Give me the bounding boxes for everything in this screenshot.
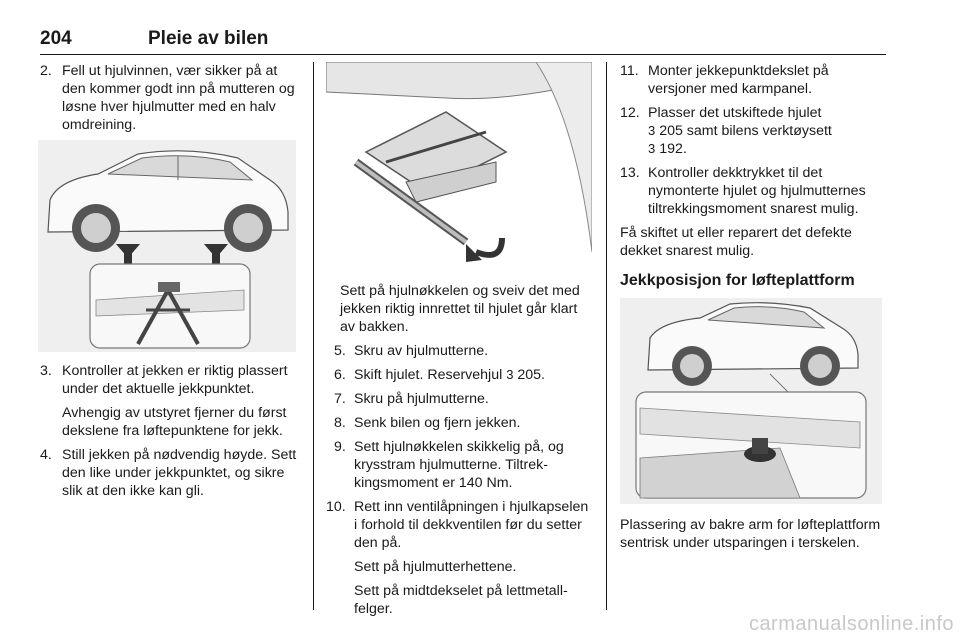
step-10-note-1: Sett på hjulmutterhettene. xyxy=(354,559,517,575)
step-10: 10. Rett inn ventilåpningen i hjulkapselen i forhold til dekkventilen før du setter den på. Sett på hjulmutterhettene. Sett på midtdekselet på lettmetallfelger. xyxy=(326,498,592,618)
column-divider-2 xyxy=(606,62,607,610)
step-3: 3. Kontroller at jekken er riktig plassert under det aktuelle jekkpunktet. Avhengig av utstyret fjerner du først dekslene fra løftepunktene for jekk. xyxy=(40,362,298,440)
section-heading: Jekkposisjon for løfteplattform xyxy=(620,272,855,289)
page-title: Pleie av bilen xyxy=(148,28,269,49)
lift-platform-figure xyxy=(620,298,882,504)
jack-crank-figure xyxy=(326,62,592,274)
step-2: 2. Fell ut hjulvinnen, vær sikker på at den kommer godt inn på mutteren og løsne hver hjulmutter med en halv omdreining. xyxy=(40,63,295,133)
page-header xyxy=(40,28,886,55)
figure-caption-lift: Plassering av bakre arm for løfteplattform sentrisk under utsparingen i terskelen. xyxy=(620,517,881,551)
step-5: 5. Skru av hjulmutterne. xyxy=(334,343,489,359)
page-number: 204 xyxy=(40,28,72,49)
step-3-note: Avhengig av utstyret fjerner du først dekslene fra løftepunktene for jekk. xyxy=(62,405,287,439)
column-divider-1 xyxy=(313,62,314,610)
step-2-text: Fell ut hjulvinnen, vær sikker på at den kommer godt inn på mutteren og løsne hver hjulmutter med en halv omdreining. xyxy=(62,63,295,133)
step-3-text: Kontroller at jekken er riktig plassert under det aktuelle jekkpunktet. xyxy=(62,363,288,397)
page-ref-icon: 3 xyxy=(648,123,656,138)
step-9: 9. Sett hjulnøkkelen skikkelig på, og krysstram hjulmutterne. Tiltrekkingsmoment er 140 Nm. xyxy=(334,439,564,491)
figure-caption-crank: Sett på hjulnøkkelen og sveiv det med jekken riktig innrettet til hjulet går klart av bakken. xyxy=(340,283,580,335)
column-1 xyxy=(40,62,298,506)
column-2 xyxy=(326,62,592,624)
step-6: 6. Skift hjulet. Reservehjul 3 205. xyxy=(334,367,546,383)
page-ref-icon: 3 xyxy=(648,141,656,156)
step-8: 8. Senk bilen og fjern jekken. xyxy=(334,415,521,431)
step-4: 4. Still jekken på nødvendig høyde. Sett den like under jekkpunktet, og sikre slik at den ikke kan gli. xyxy=(40,447,297,499)
watermark: carmanualsonline.info xyxy=(748,613,954,635)
step-13: 13. Kontroller dekktrykket til det nymonterte hjulet og hjulmutternes tiltrekkingsmoment snarest mulig. xyxy=(620,165,866,217)
page-ref-icon: 3 xyxy=(506,367,514,382)
step-10-note-2: Sett på midtdekselet på lettmetallfelger. xyxy=(354,583,568,617)
step-12: 12. Plasser det utskiftede hjulet 3 205 samt bilens verktøysett 3 192. xyxy=(620,105,832,157)
step-4-text: Still jekken på nødvendig høyde. Sett den like under jekkpunktet, og sikre slik at den ikke kan gli. xyxy=(62,447,297,499)
car-jack-figure xyxy=(38,140,296,352)
step-7: 7. Skru på hjulmutterne. xyxy=(334,391,489,407)
step-11: 11. Monter jekkepunktdekslet på versjoner med karmpanel. xyxy=(620,63,829,97)
note-paragraph: Få skiftet ut eller reparert det defekte dekket snarest mulig. xyxy=(620,225,852,259)
column-3 xyxy=(620,62,886,552)
